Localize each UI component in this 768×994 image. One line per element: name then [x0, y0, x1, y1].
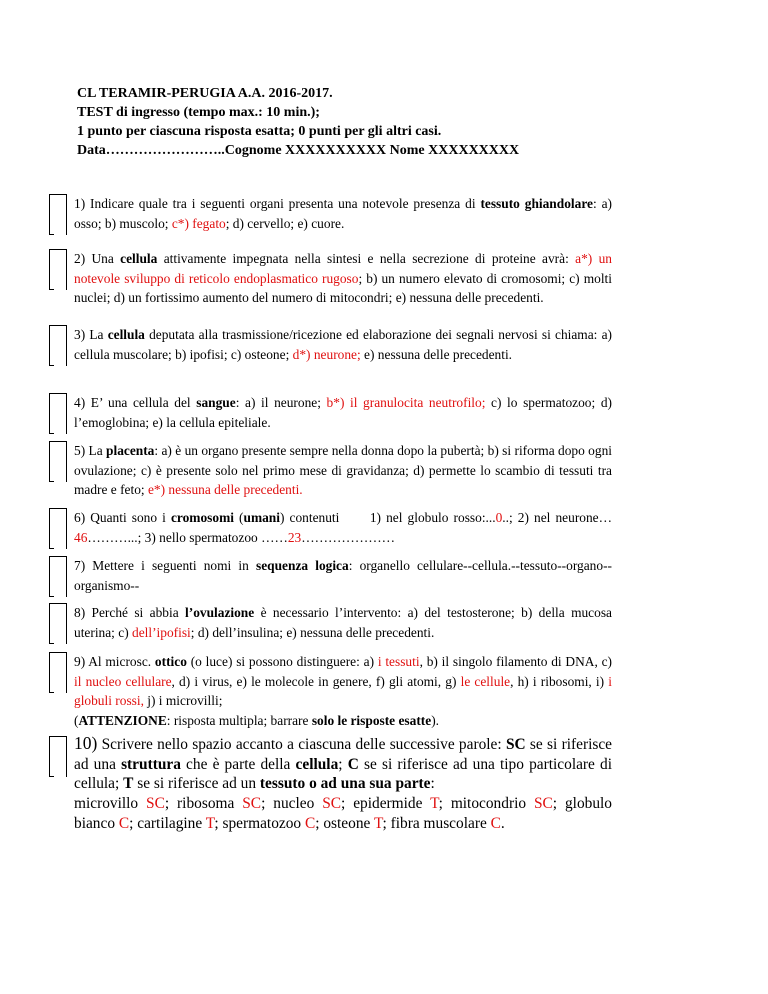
correct-answer: i tessuti	[377, 654, 420, 669]
list-item-word: nucleo	[273, 795, 323, 813]
list-item-separator: ;	[315, 814, 324, 832]
date-name-line: Data……………………..Cognome XXXXXXXXXX Nome XXXXXXXXX	[77, 143, 520, 158]
list-item-separator: ;	[261, 795, 274, 813]
correct-answer: i globuli rossi,	[74, 673, 612, 708]
question-7: 7) Mettere i seguenti nomi in sequenza logica: organello cellulare--cellula.--tessuto--organo-- organismo--	[74, 558, 612, 593]
answer-neuron: 46	[74, 529, 88, 545]
answer-checkbox-5[interactable]	[49, 441, 67, 482]
answer-red-cell: 0	[495, 510, 503, 525]
question-10: 10) Scrivere nello spazio accanto a ciascuna delle successive parole: SC se si riferisce ad una struttura che è parte della cellula; C se si riferisce ad una tipo particolare di cellula; T se si riferisce ad un tessuto o ad una sua parte: microvillo SC; ribosoma SC; nucleo SC; epidermide T; mitocondrio SC; globulo bianco C; cartilagine T; spermatozoo C; osteone T; fibra muscolare C.	[74, 733, 613, 832]
list-item-answer: SC	[146, 795, 165, 813]
list-item-word: globulo bianco	[74, 795, 612, 832]
question-3: 3) La cellula deputata alla trasmissione/ricezione ed elaborazione dei segnali nervosi si chiama: a) cellula muscolare; b) ipofisi; c) osteone; d*) neurone; e) nessuna delle precedenti.	[74, 327, 612, 362]
answer-checkbox-3[interactable]	[49, 325, 67, 366]
answer-checkbox-9[interactable]	[49, 652, 67, 693]
course-title: CL TERAMIR-PERUGIA A.A. 2016-2017.	[77, 86, 333, 101]
list-item-separator: ;	[382, 814, 391, 832]
test-title: TEST di ingresso (tempo max.: 10 min.);	[77, 105, 320, 120]
list-item-separator: .	[500, 814, 505, 832]
classification-list	[74, 795, 612, 832]
scoring-rule: 1 punto per ciascuna risposta esatta; 0 punti per gli altri casi.	[77, 124, 442, 139]
answer-checkbox-7[interactable]	[49, 556, 67, 597]
list-item-word: ribosoma	[177, 795, 243, 813]
answer-checkbox-4[interactable]	[49, 393, 67, 434]
list-item-word: mitocondrio	[450, 795, 534, 813]
question-9: 9) Al microsc. ottico (o luce) si possono distinguere: a) i tessuti, b) il singolo filamento di DNA, c) il nucleo cellulare, d) i virus, e) le molecole in genere, f) gli atomi, g) le cellule, h) i ribosomi, i) i globuli rossi, j) i microvilli; (ATTENZIONE: risposta multipla; barrare solo le risposte esatte).	[74, 654, 612, 728]
list-item-word: spermatozoo	[222, 814, 305, 832]
list-item-answer: C	[118, 814, 130, 832]
list-item-answer: T	[373, 814, 383, 832]
list-item-separator: ;	[164, 795, 178, 813]
correct-answer: b*) il granulocita neutrofilo;	[326, 395, 486, 410]
answer-checkbox-6[interactable]	[49, 508, 67, 549]
list-item-word: cartilagine	[137, 814, 206, 832]
correct-answer: il nucleo cellulare	[74, 673, 172, 689]
list-item-answer: C	[490, 814, 501, 832]
correct-answer: d*) neurone;	[292, 346, 361, 362]
list-item-answer: C	[304, 814, 316, 832]
test-header	[77, 84, 637, 160]
list-item-answer: SC	[533, 795, 553, 813]
list-item-separator: ;	[552, 795, 565, 813]
correct-answer: e*) nessuna delle precedenti.	[147, 482, 303, 497]
answer-sperm: 23	[287, 529, 302, 545]
list-item-separator: ;	[214, 814, 223, 832]
list-item-answer: T	[205, 814, 215, 832]
correct-answer: c*) fegato	[171, 215, 226, 231]
correct-answer: dell’ipofisi	[132, 624, 191, 640]
question-8: 8) Perché si abbia l’ovulazione è necessario l’intervento: a) del testosterone; b) della mucosa uterina; c) dell’ipofisi; d) dell’insulina; e) nessuna delle precedenti.	[74, 605, 612, 640]
list-item-answer: SC	[242, 795, 262, 813]
question-5: 5) La placenta: a) è un organo presente sempre nella donna dopo la pubertà; b) si riforma dopo ogni ovulazione; c) è presente solo nel primo mese di gravidanza; d) permette lo scambio di tessuti tra madre e feto; e*) nessuna delle precedenti.	[74, 443, 612, 497]
answer-checkbox-10[interactable]	[49, 736, 67, 777]
question-6: 6) Quanti sono i cromosomi (umani) contenuti 1) nel globulo rosso:...0..; 2) nel neurone…46………...; 3) nello spermatozoo ……23…………………	[74, 510, 613, 545]
correct-answer: le cellule	[460, 673, 511, 689]
correct-answer: a*) un notevole sviluppo di reticolo endoplasmatico rugoso	[74, 251, 612, 286]
list-item-word: fibra muscolare	[390, 814, 491, 832]
list-item-word: microvillo	[74, 795, 147, 813]
list-item-answer: T	[430, 795, 439, 813]
list-item-answer: SC	[322, 795, 342, 813]
answer-checkbox-2[interactable]	[49, 249, 67, 290]
list-item-separator: ;	[438, 795, 451, 813]
question-2: 2) Una cellula attivamente impegnata nella sintesi e nella secrezione di proteine avrà: a*) un notevole sviluppo di reticolo endoplasmatico rugoso; b) un numero elevato di cromosomi; c) molti nuclei; d) un fortissimo aumento del numero di mitocondri; e) nessuna delle precedenti.	[74, 251, 612, 305]
list-item-separator: ;	[129, 814, 138, 832]
list-item-word: osteone	[323, 814, 374, 832]
list-item-word: epidermide	[353, 795, 431, 813]
question-1: 1) Indicare quale tra i seguenti organi presenta una notevole presenza di tessuto ghiandolare: a) osso; b) muscolo; c*) fegato; d) cervello; e) cuore.	[74, 196, 612, 231]
list-item-separator: ;	[341, 795, 354, 813]
answer-checkbox-1[interactable]	[49, 194, 67, 235]
question-4: 4) E’ una cellula del sangue: a) il neurone; b*) il granulocita neutrofilo; c) lo spermatozoo; d) l’emoglobina; e) la cellula epiteliale.	[74, 395, 612, 430]
answer-checkbox-8[interactable]	[49, 603, 67, 644]
